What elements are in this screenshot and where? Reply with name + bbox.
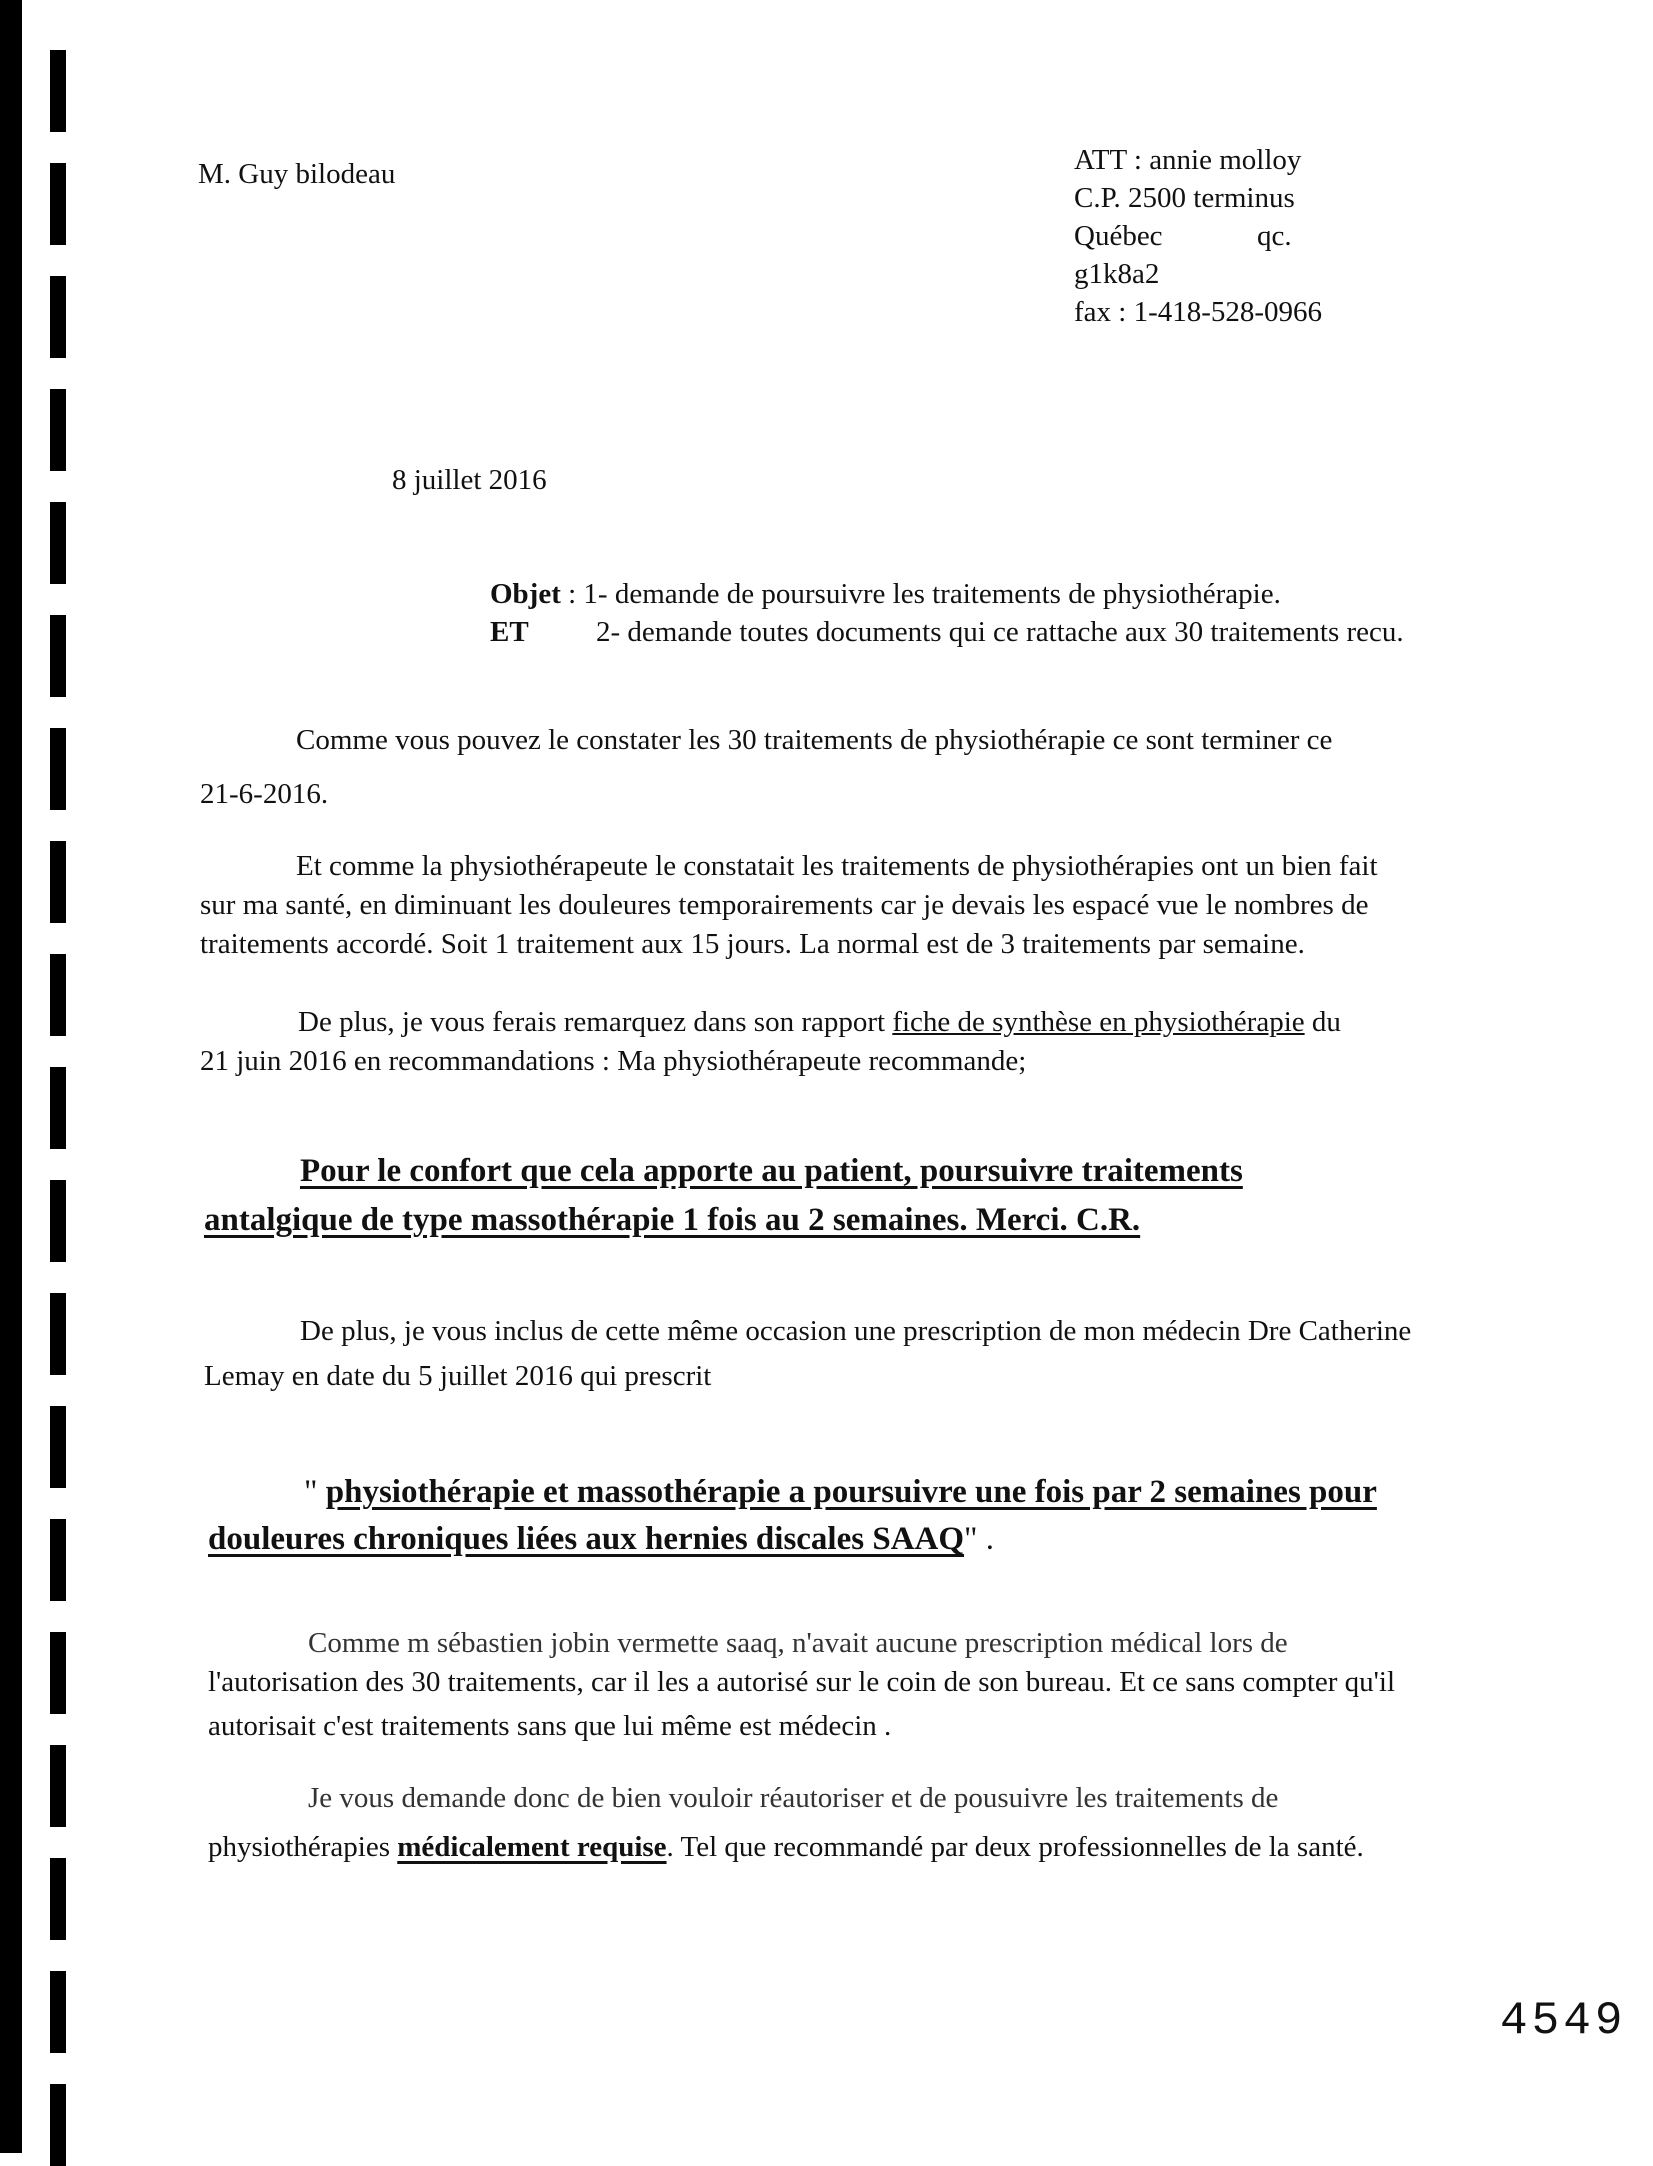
paragraph-6-line: Je vous demande donc de bien vouloir réautoriser et de pousuivre les traitements de bbox=[308, 1782, 1279, 1814]
recipient-fax: fax : 1-418-528-0966 bbox=[1074, 296, 1323, 328]
paragraph-2-line: Et comme la physiothérapeute le constatait les traitements de physiothérapies ont un bien fait bbox=[296, 850, 1378, 882]
binder-hole-mark bbox=[50, 2084, 66, 2166]
quote-mark: " bbox=[304, 1474, 326, 1510]
paragraph-5-line: l'autorisation des 30 traitements, car il les a autorisé sur le coin de son bureau. Et ce sans compter qu'il bbox=[208, 1666, 1396, 1698]
binder-hole-mark bbox=[50, 1180, 66, 1262]
physio-recommendation-quote: Pour le confort que cela apporte au patient, poursuivre traitements bbox=[300, 1153, 1243, 1189]
subject-label: Objet bbox=[490, 578, 561, 610]
paragraph-5-line: Comme m sébastien jobin vermette saaq, n'avait aucune prescription médical lors de bbox=[308, 1627, 1288, 1659]
paragraph-3-line: 21 juin 2016 en recommandations : Ma physiothérapeute recommande; bbox=[200, 1045, 1027, 1077]
scan-edge bbox=[0, 0, 22, 2153]
paragraph-2-line: traitements accordé. Soit 1 traitement aux 15 jours. La normal est de 3 traitements par semaine. bbox=[200, 928, 1305, 960]
binder-hole-mark bbox=[50, 1632, 66, 1714]
recipient-att: ATT : annie molloy bbox=[1074, 144, 1302, 176]
paragraph-4-line: Lemay en date du 5 juillet 2016 qui prescrit bbox=[204, 1360, 712, 1392]
page-number: 4549 bbox=[1500, 1995, 1627, 2047]
paragraph-2-line: sur ma santé, en diminuant les douleures temporairements car je devais les espacé vue le nombres de bbox=[200, 889, 1369, 921]
subject-line-2: 2- demande toutes documents qui ce rattache aux 30 traitements recu. bbox=[596, 616, 1404, 648]
recipient-city: Québec bbox=[1074, 220, 1163, 252]
subject-line-1: : 1- demande de poursuivre les traitements de physiothérapie. bbox=[560, 578, 1281, 610]
binder-hole-mark bbox=[50, 1745, 66, 1827]
binder-hole-mark bbox=[50, 502, 66, 584]
binder-hole-mark bbox=[50, 728, 66, 810]
subject-et: ET bbox=[490, 616, 529, 648]
binder-hole-mark bbox=[50, 954, 66, 1036]
prescription-quote: physiothérapie et massothérapie a poursuivre une fois par 2 semaines pour bbox=[325, 1474, 1377, 1510]
binder-hole-mark bbox=[50, 1971, 66, 2053]
binder-hole-mark bbox=[50, 1406, 66, 1488]
paragraph-5-line: autorisait c'est traitements sans que lui même est médecin . bbox=[208, 1710, 892, 1742]
prescription-quote: douleures chroniques liées aux hernies discales SAAQ bbox=[208, 1521, 965, 1557]
medically-required-emphasis: médicalement requise bbox=[397, 1831, 667, 1863]
binder-hole-mark bbox=[50, 615, 66, 697]
paragraph-3-text: du bbox=[1304, 1006, 1341, 1038]
recipient-province: qc. bbox=[1257, 220, 1292, 252]
binder-hole-mark bbox=[50, 1858, 66, 1940]
binder-hole-mark bbox=[50, 50, 66, 132]
paragraph-3-text: De plus, je vous ferais remarquez dans son rapport bbox=[298, 1006, 893, 1038]
quote-mark: " . bbox=[964, 1521, 995, 1557]
paragraph-6-text: physiothérapies bbox=[208, 1831, 398, 1863]
paragraph-1-line: Comme vous pouvez le constater les 30 traitements de physiothérapie ce sont terminer ce bbox=[296, 724, 1333, 756]
sender-name: M. Guy bilodeau bbox=[198, 158, 396, 190]
paragraph-6-text: . Tel que recommandé par deux professionnelles de la santé. bbox=[666, 1831, 1364, 1863]
recipient-address1: C.P. 2500 terminus bbox=[1074, 182, 1295, 214]
binder-hole-mark bbox=[50, 1519, 66, 1601]
binder-hole-mark bbox=[50, 1067, 66, 1149]
report-title: fiche de synthèse en physiothérapie bbox=[892, 1006, 1305, 1038]
paragraph-4-line: De plus, je vous inclus de cette même occasion une prescription de mon médecin Dre Catherine bbox=[300, 1315, 1412, 1347]
binder-hole-mark bbox=[50, 841, 66, 923]
physio-recommendation-quote: antalgique de type massothérapie 1 fois au 2 semaines. Merci. C.R. bbox=[204, 1202, 1141, 1238]
binder-hole-mark bbox=[50, 163, 66, 245]
binder-hole-mark bbox=[50, 276, 66, 358]
letter-date: 8 juillet 2016 bbox=[392, 464, 547, 496]
recipient-postal: g1k8a2 bbox=[1074, 258, 1160, 290]
binder-hole-mark bbox=[50, 1293, 66, 1375]
binder-hole-mark bbox=[50, 389, 66, 471]
paragraph-1-line: 21-6-2016. bbox=[200, 778, 329, 810]
